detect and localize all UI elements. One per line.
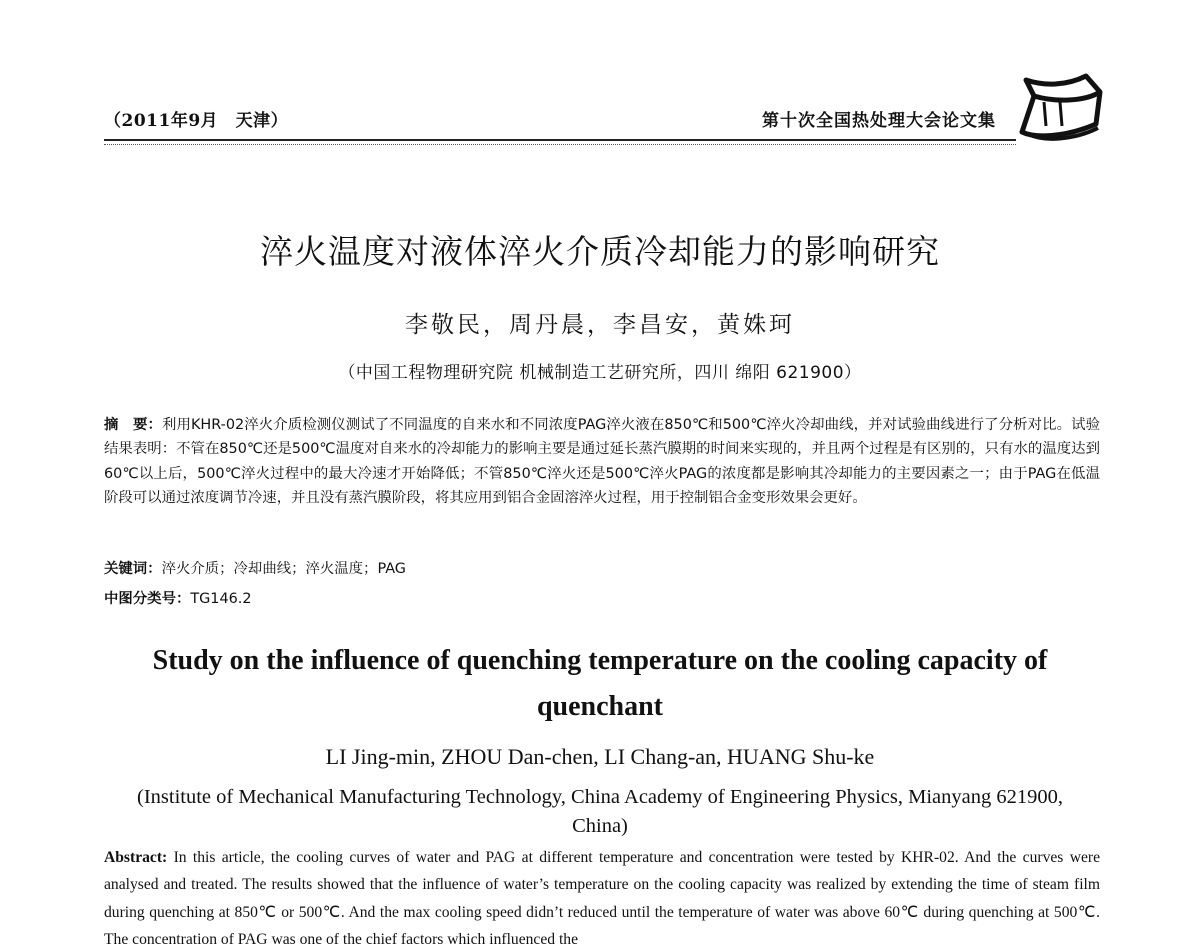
english-abstract	[104, 844, 1100, 952]
chinese-keywords	[104, 557, 1100, 578]
english-abstract-text: In this article, the cooling curves of water and PAG at different temperature and concentration were tested by KHR-02. And the curves were analysed and treated. The results showed that the influence of water’s temperature on the cooling capacity was realized by extending the time of steam film during quenching at 850℃ or 500℃. And the max cooling speed didn’t reduced until the temperature of water was above 60℃ during quenching at 500℃. The concentration of PAG was one of the chief factors which influenced the	[104, 849, 1100, 949]
chinese-classification-label: 中图分类号：	[104, 591, 191, 607]
chinese-authors: 李敬民，周丹晨，李昌安，黄姝珂	[405, 312, 795, 338]
chinese-abstract	[104, 413, 1100, 511]
english-authors: LI Jing-min, ZHOU Dan-chen, LI Chang-an, HUANG Shu-ke	[325, 744, 875, 769]
english-abstract-label: Abstract:	[104, 849, 168, 866]
chinese-affiliation: （中国工程物理研究院 机械制造工艺研究所，四川 绵阳 621900）	[338, 363, 862, 383]
header-proceedings-title: 第十次全国热处理大会论文集	[762, 111, 996, 131]
chinese-keywords-text: 淬火介质；冷却曲线；淬火温度；PAG	[161, 561, 406, 577]
header-rule-dotted	[104, 144, 1016, 145]
chinese-classification-text: TG146.2	[190, 591, 252, 607]
running-header	[104, 100, 1100, 148]
book-logo-icon	[1014, 72, 1106, 144]
chinese-title: 淬火温度对液体淬火介质冷却能力的影响研究	[260, 232, 940, 271]
header-date-location: （2011年9月 天津）	[104, 111, 289, 131]
english-affiliation: (Institute of Mechanical Manufacturing Technology, China Academy of Engineering Physics, Mianyang 621900, China)	[137, 786, 1063, 837]
chinese-abstract-label: 摘 要：	[104, 417, 162, 433]
chinese-abstract-text: 利用KHR-02淬火介质检测仪测试了不同温度的自来水和不同浓度PAG淬火液在850℃和500℃淬火冷却曲线，并对试验曲线进行了分析对比。试验结果表明：不管在850℃还是500℃温度对自来水的冷却能力的影响主要是通过延长蒸汽膜期的时间来实现的，并且两个过程是有区别的，只有水的温度达到60℃以上后，500℃淬火过程中的最大冷速才开始降低；不管850℃淬火还是500℃淬火PAG的浓度都是影响其冷却能力的主要因素之一；由于PAG在低温阶段可以通过浓度调节冷速，并且没有蒸汽膜阶段，将其应用到铝合金固溶淬火过程，用于控制铝合金变形效果会更好。	[104, 417, 1100, 507]
chinese-classification	[104, 587, 1100, 608]
header-rule	[104, 139, 1016, 141]
chinese-keywords-label: 关键词：	[104, 561, 162, 577]
english-title: Study on the influence of quenching temperature on the cooling capacity of quenchant	[152, 645, 1048, 722]
